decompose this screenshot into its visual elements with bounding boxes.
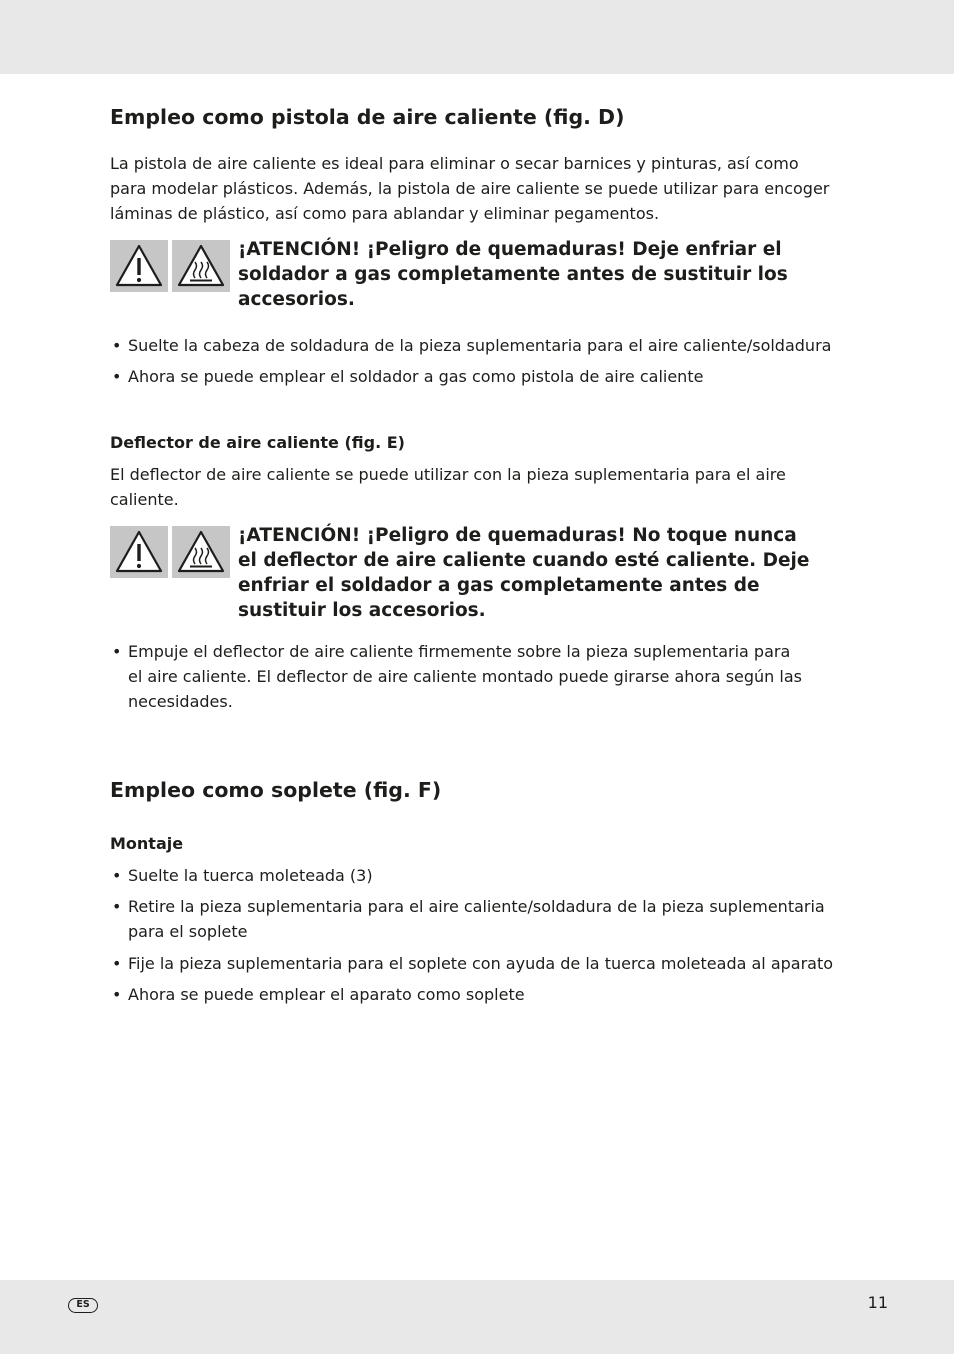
warning-line: accesorios. bbox=[238, 289, 355, 310]
warning-line: ¡ATENCIÓN! ¡Peligro de quemaduras! Deje enfriar el bbox=[238, 239, 782, 260]
deflector-intro-line-2: caliente. bbox=[110, 490, 179, 509]
list-item bbox=[110, 951, 850, 976]
hot-surface-icon bbox=[172, 526, 230, 578]
list-item-text: Retire la pieza suplementaria para el aire caliente/soldadura de la pieza suplementaria bbox=[128, 897, 825, 916]
warning-text bbox=[238, 237, 838, 312]
bullet-icon: • bbox=[112, 954, 122, 973]
section-title-torch: Empleo como soplete (fig. F) bbox=[110, 778, 442, 802]
subsection-title-assembly: Montaje bbox=[110, 834, 184, 853]
list-item-text: necesidades. bbox=[128, 692, 233, 711]
list-item-text: el aire caliente. El deflector de aire caliente montado puede girarse ahora según las bbox=[128, 667, 802, 686]
warning-line: ¡ATENCIÓN! ¡Peligro de quemaduras! No toque nunca bbox=[238, 525, 797, 546]
warning-icons bbox=[110, 526, 230, 578]
deflector-intro-line-1: El deflector de aire caliente se puede utilizar con la pieza suplementaria para el aire bbox=[110, 465, 786, 484]
warning-text bbox=[238, 523, 838, 623]
list-item-text: Ahora se puede emplear el soldador a gas como pistola de aire caliente bbox=[128, 367, 704, 386]
warning-line: el deflector de aire caliente cuando esté caliente. Deje bbox=[238, 550, 810, 571]
list-item bbox=[110, 333, 850, 358]
intro-line-3: láminas de plástico, así como para ablandar y eliminar pegamentos. bbox=[110, 204, 660, 223]
warning-line: soldador a gas completamente antes de sustituir los bbox=[238, 264, 788, 285]
list-item-text: para el soplete bbox=[128, 922, 248, 941]
list-item bbox=[110, 364, 850, 389]
list-item-text: Ahora se puede emplear el aparato como soplete bbox=[128, 985, 525, 1004]
list-item bbox=[110, 639, 850, 714]
language-badge: ES bbox=[68, 1298, 98, 1313]
bullet-icon: • bbox=[112, 367, 122, 386]
list-item-text: Empuje el deflector de aire caliente firmemente sobre la pieza suplementaria para bbox=[128, 642, 791, 661]
warning-icons bbox=[110, 240, 230, 292]
section-title-deflector: Deflector de aire caliente (fig. E) bbox=[110, 433, 405, 452]
bullet-icon: • bbox=[112, 336, 122, 355]
list-item bbox=[110, 863, 850, 888]
bullet-icon: • bbox=[112, 642, 122, 661]
footer-band bbox=[0, 1280, 954, 1354]
warning-line: enfriar el soldador a gas completamente antes de bbox=[238, 575, 760, 596]
warning-line: sustituir los accesorios. bbox=[238, 600, 486, 621]
list-item-text: Suelte la cabeza de soldadura de la pieza suplementaria para el aire caliente/soldadura bbox=[128, 336, 832, 355]
hot-surface-icon bbox=[172, 240, 230, 292]
list-item-text: Suelte la tuerca moleteada (3) bbox=[128, 866, 373, 885]
section-title-hot-air-gun: Empleo como pistola de aire caliente (fig. D) bbox=[110, 105, 625, 129]
list-item bbox=[110, 982, 850, 1007]
bullet-icon: • bbox=[112, 985, 122, 1004]
bullet-icon: • bbox=[112, 866, 122, 885]
list-item-text: Fije la pieza suplementaria para el soplete con ayuda de la tuerca moleteada al aparato bbox=[128, 954, 834, 973]
page-number: 11 bbox=[867, 1293, 888, 1312]
list-item bbox=[110, 894, 850, 944]
warning-triangle-icon bbox=[110, 526, 168, 578]
intro-line-1: La pistola de aire caliente es ideal para eliminar o secar barnices y pinturas, así como bbox=[110, 154, 799, 173]
bullet-icon: • bbox=[112, 897, 122, 916]
intro-line-2: para modelar plásticos. Además, la pistola de aire caliente se puede utilizar para encoger bbox=[110, 179, 830, 198]
warning-triangle-icon bbox=[110, 240, 168, 292]
header-band bbox=[0, 0, 954, 74]
